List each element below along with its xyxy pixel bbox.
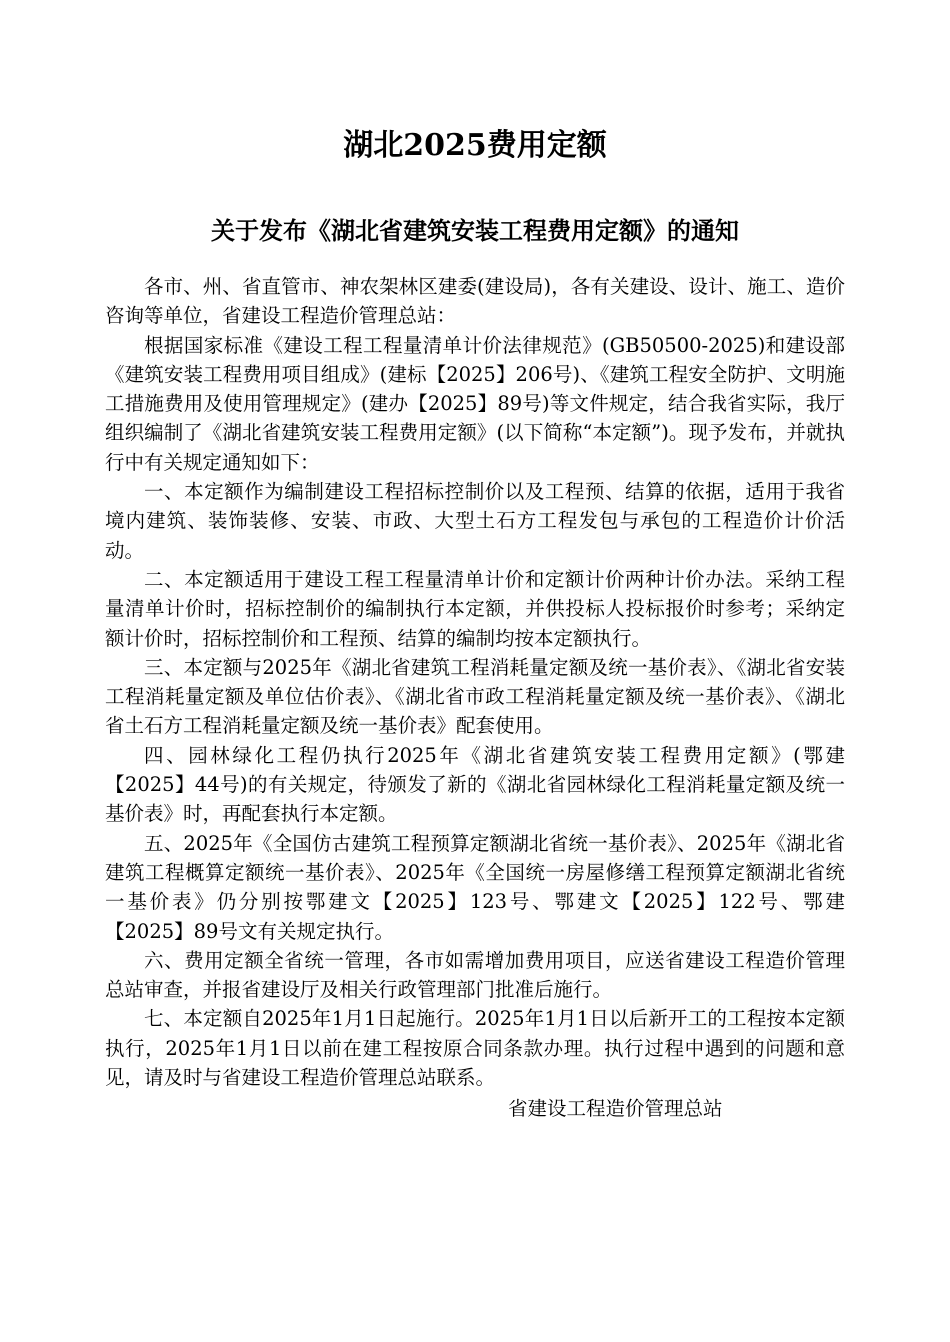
paragraph-item-3: 三、本定额与2025年《湖北省建筑工程消耗量定额及统一基价表》、《湖北省安装工程消耗量定额及单位估价表》、《湖北省市政工程消耗量定额及统一基价表》、《湖北省土石方工程消耗量定额及统一基价表》配套使用。 — [105, 655, 845, 738]
paragraph-addressee: 各市、州、省直管市、神农架林区建委(建设局)，各有关建设、设计、施工、造价咨询等单位，省建设工程造价管理总站： — [105, 275, 845, 328]
notice-title: 关于发布《湖北省建筑安装工程费用定额》的通知 — [211, 216, 739, 245]
paragraph-item-2: 二、本定额适用于建设工程工程量清单计价和定额计价两种计价办法。采纳工程量清单计价时，招标控制价的编制执行本定额，并供投标人投标报价时参考；采纳定额计价时，招标控制价和工程预、结算的编制均按本定额执行。 — [105, 567, 845, 650]
paragraph-item-6: 六、费用定额全省统一管理，各市如需增加费用项目，应送省建设工程造价管理总站审查，并报省建设厅及相关行政管理部门批准后施行。 — [105, 948, 845, 1002]
paragraph-item-1: 一、本定额作为编制建设工程招标控制价以及工程预、结算的依据，适用于我省境内建筑、装饰装修、安装、市政、大型土石方工程发包与承包的工程造价计价活动。 — [105, 480, 845, 562]
paragraph-item-5: 五、2025年《全国仿古建筑工程预算定额湖北省统一基价表》、2025年《湖北省建筑工程概算定额统一基价表》、2025年《全国统一房屋修缮工程预算定额湖北省统一基价表》仍分别按鄂建文【2025】123号、鄂建文【2025】122号、鄂建【2025】89号文有关规定执行。 — [105, 831, 845, 943]
paragraph-basis: 根据国家标准《建设工程工程量清单计价法律规范》(GB50500-2025)和建设部《建筑安装工程费用项目组成》(建标【2025】206号)、《建筑工程安全防护、文明施工措施费用及使用管理规定》(建办【2025】89号)等文件规定，结合我省实际，我厅组织编制了《湖北省建筑安装工程费用定额》(以下简称“本定额”)。现予发布，并就执行中有关规定通知如下： — [105, 333, 845, 474]
notice-body — [105, 272, 845, 1092]
paragraph-item-4: 四、园林绿化工程仍执行2025年《湖北省建筑安装工程费用定额》(鄂建【2025】44号)的有关规定，待颁发了新的《湖北省园林绿化工程消耗量定额及统一基价表》时，再配套执行本定额。 — [105, 743, 845, 826]
signature: 省建设工程造价管理总站 — [508, 1097, 723, 1120]
document-title: 湖北2025费用定额 — [343, 128, 607, 163]
paragraph-item-7: 七、本定额自2025年1月1日起施行。2025年1月1日以后新开工的工程按本定额执行，2025年1月1日以前在建工程按原合同条款办理。执行过程中遇到的问题和意见，请及时与省建设工程造价管理总站联系。 — [105, 1007, 845, 1090]
